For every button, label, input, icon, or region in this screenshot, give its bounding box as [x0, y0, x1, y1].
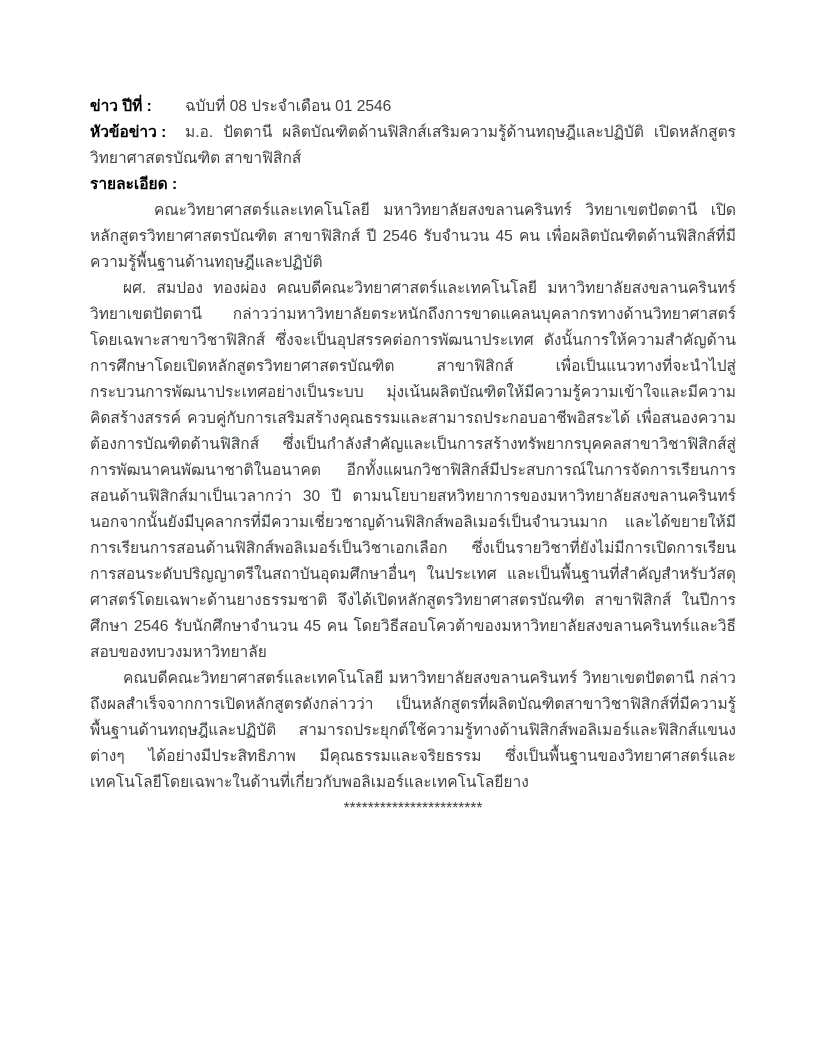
news-details-row: [90, 172, 736, 198]
news-issue-value: ฉบับที่ 08 ประจำเดือน 01 2546: [185, 98, 392, 115]
news-headline-label: หัวข้อข่าว :: [90, 124, 167, 141]
news-issue-row: [90, 94, 736, 120]
article-paragraph-3: คณบดีคณะวิทยาศาสตร์และเทคโนโลยี มหาวิทยาลัยสงขลานครินทร์ วิทยาเขตปัตตานี กล่าวถึงผลสำเร็จจากการเปิดหลักสูตรดังกล่าวว่า เป็นหลักสูตรที่ผลิตบัณฑิตสาขาวิชาฟิสิกส์ที่มีความรู้พื้นฐานด้านทฤษฎีและปฏิบัติ สามารถประยุกต์ใช้ความรู้ทางด้านฟิสิกส์พอลิเมอร์และฟิสิกส์แขนงต่างๆ ได้อย่างมีประสิทธิภาพ มีคุณธรรมและจริยธรรม ซึ่งเป็นพื้นฐานของวิทยาศาสตร์และเทคโนโลยีโดยเฉพาะในด้านที่เกี่ยวกับพอลิเมอร์และเทคโนโลยียาง: [90, 670, 736, 791]
news-article: [90, 94, 736, 822]
news-headline-value: ม.อ. ปัตตานี ผลิตบัณฑิตด้านฟิสิกส์เสริมความรู้ด้านทฤษฎีและปฏิบัติ เปิดหลักสูตรวิทยาศาสตรบัณฑิต สาขาฟิสิกส์: [90, 124, 736, 167]
news-headline-row: [90, 120, 736, 172]
news-details-label: รายละเอียด :: [90, 176, 178, 193]
article-paragraph-1: คณะวิทยาศาสตร์และเทคโนโลยี มหาวิทยาลัยสงขลานครินทร์ วิทยาเขตปัตตานี เปิดหลักสูตรวิทยาศาสตรบัณฑิต สาขาฟิสิกส์ ปี 2546 รับจำนวน 45 คน เพื่อผลิตบัณฑิตด้านฟิสิกส์ที่มีความรู้พื้นฐานด้านทฤษฎีและปฏิบัติ: [90, 202, 736, 271]
article-paragraph-2: ผศ. สมปอง ทองผ่อง คณบดีคณะวิทยาศาสตร์และเทคโนโลยี มหาวิทยาลัยสงขลานครินทร์ วิทยาเขตปัตตานี กล่าวว่ามหาวิทยาลัยตระหนักถึงการขาดแคลนบุคลากรทางด้านวิทยาศาสตร์โดยเฉพาะสาขาวิชาฟิสิกส์ ซึ่งจะเป็นอุปสรรคต่อการพัฒนาประเทศ ดังนั้นการให้ความสำคัญด้านการศึกษาโดยเปิดหลักสูตรวิทยาศาสตรบัณฑิต สาขาฟิสิกส์ เพื่อเป็นแนวทางที่จะนำไปสู่กระบวนการพัฒนาประเทศอย่างเป็นระบบ มุ่งเน้นผลิตบัณฑิตให้มีความรู้ความเข้าใจและมีความคิดสร้างสรรค์ ควบคู่กับการเสริมสร้างคุณธรรมและสามารถประกอบอาชีพอิสระได้ เพื่อสนองความต้องการบัณฑิตด้านฟิสิกส์ ซึ่งเป็นกำลังสำคัญและเป็นการสร้างทรัพยากรบุคคลสาขาวิชาฟิสิกส์สู่การพัฒนาคนพัฒนาชาติในอนาคต อีกทั้งแผนกวิชาฟิสิกส์มีประสบการณ์ในการจัดการเรียนการสอนด้านฟิสิกส์มาเป็นเวลากว่า 30 ปี ตามนโยบายสหวิทยาการของมหาวิทยาลัยสงขลานครินทร์ นอกจากนั้นยังมีบุคลากรที่มีความเชี่ยวชาญด้านฟิสิกส์พอลิเมอร์เป็นจำนวนมาก และได้ขยายให้มีการเรียนการสอนด้านฟิสิกส์พอลิเมอร์เป็นวิชาเอกเลือก ซึ่งเป็นรายวิชาที่ยังไม่มีการเปิดการเรียนการสอนระดับปริญญาตรีในสถาบันอุดมศึกษาอื่นๆ ในประเทศ และเป็นพื้นฐานที่สำคัญสำหรับวัสดุศาสตร์โดยเฉพาะด้านยางธรรมชาติ จึงได้เปิดหลักสูตรวิทยาศาสตรบัณฑิต สาขาฟิสิกส์ ในปีการศึกษา 2546 รับนักศึกษาจำนวน 45 คน โดยวิธีสอบโควต้าของมหาวิทยาลัยสงขลานครินทร์และวิธีสอบของทบวงมหาวิทยาลัย: [90, 280, 736, 661]
news-issue-label: ข่าว ปีที่ :: [90, 98, 152, 115]
end-of-article-separator: ***********************: [343, 800, 483, 817]
